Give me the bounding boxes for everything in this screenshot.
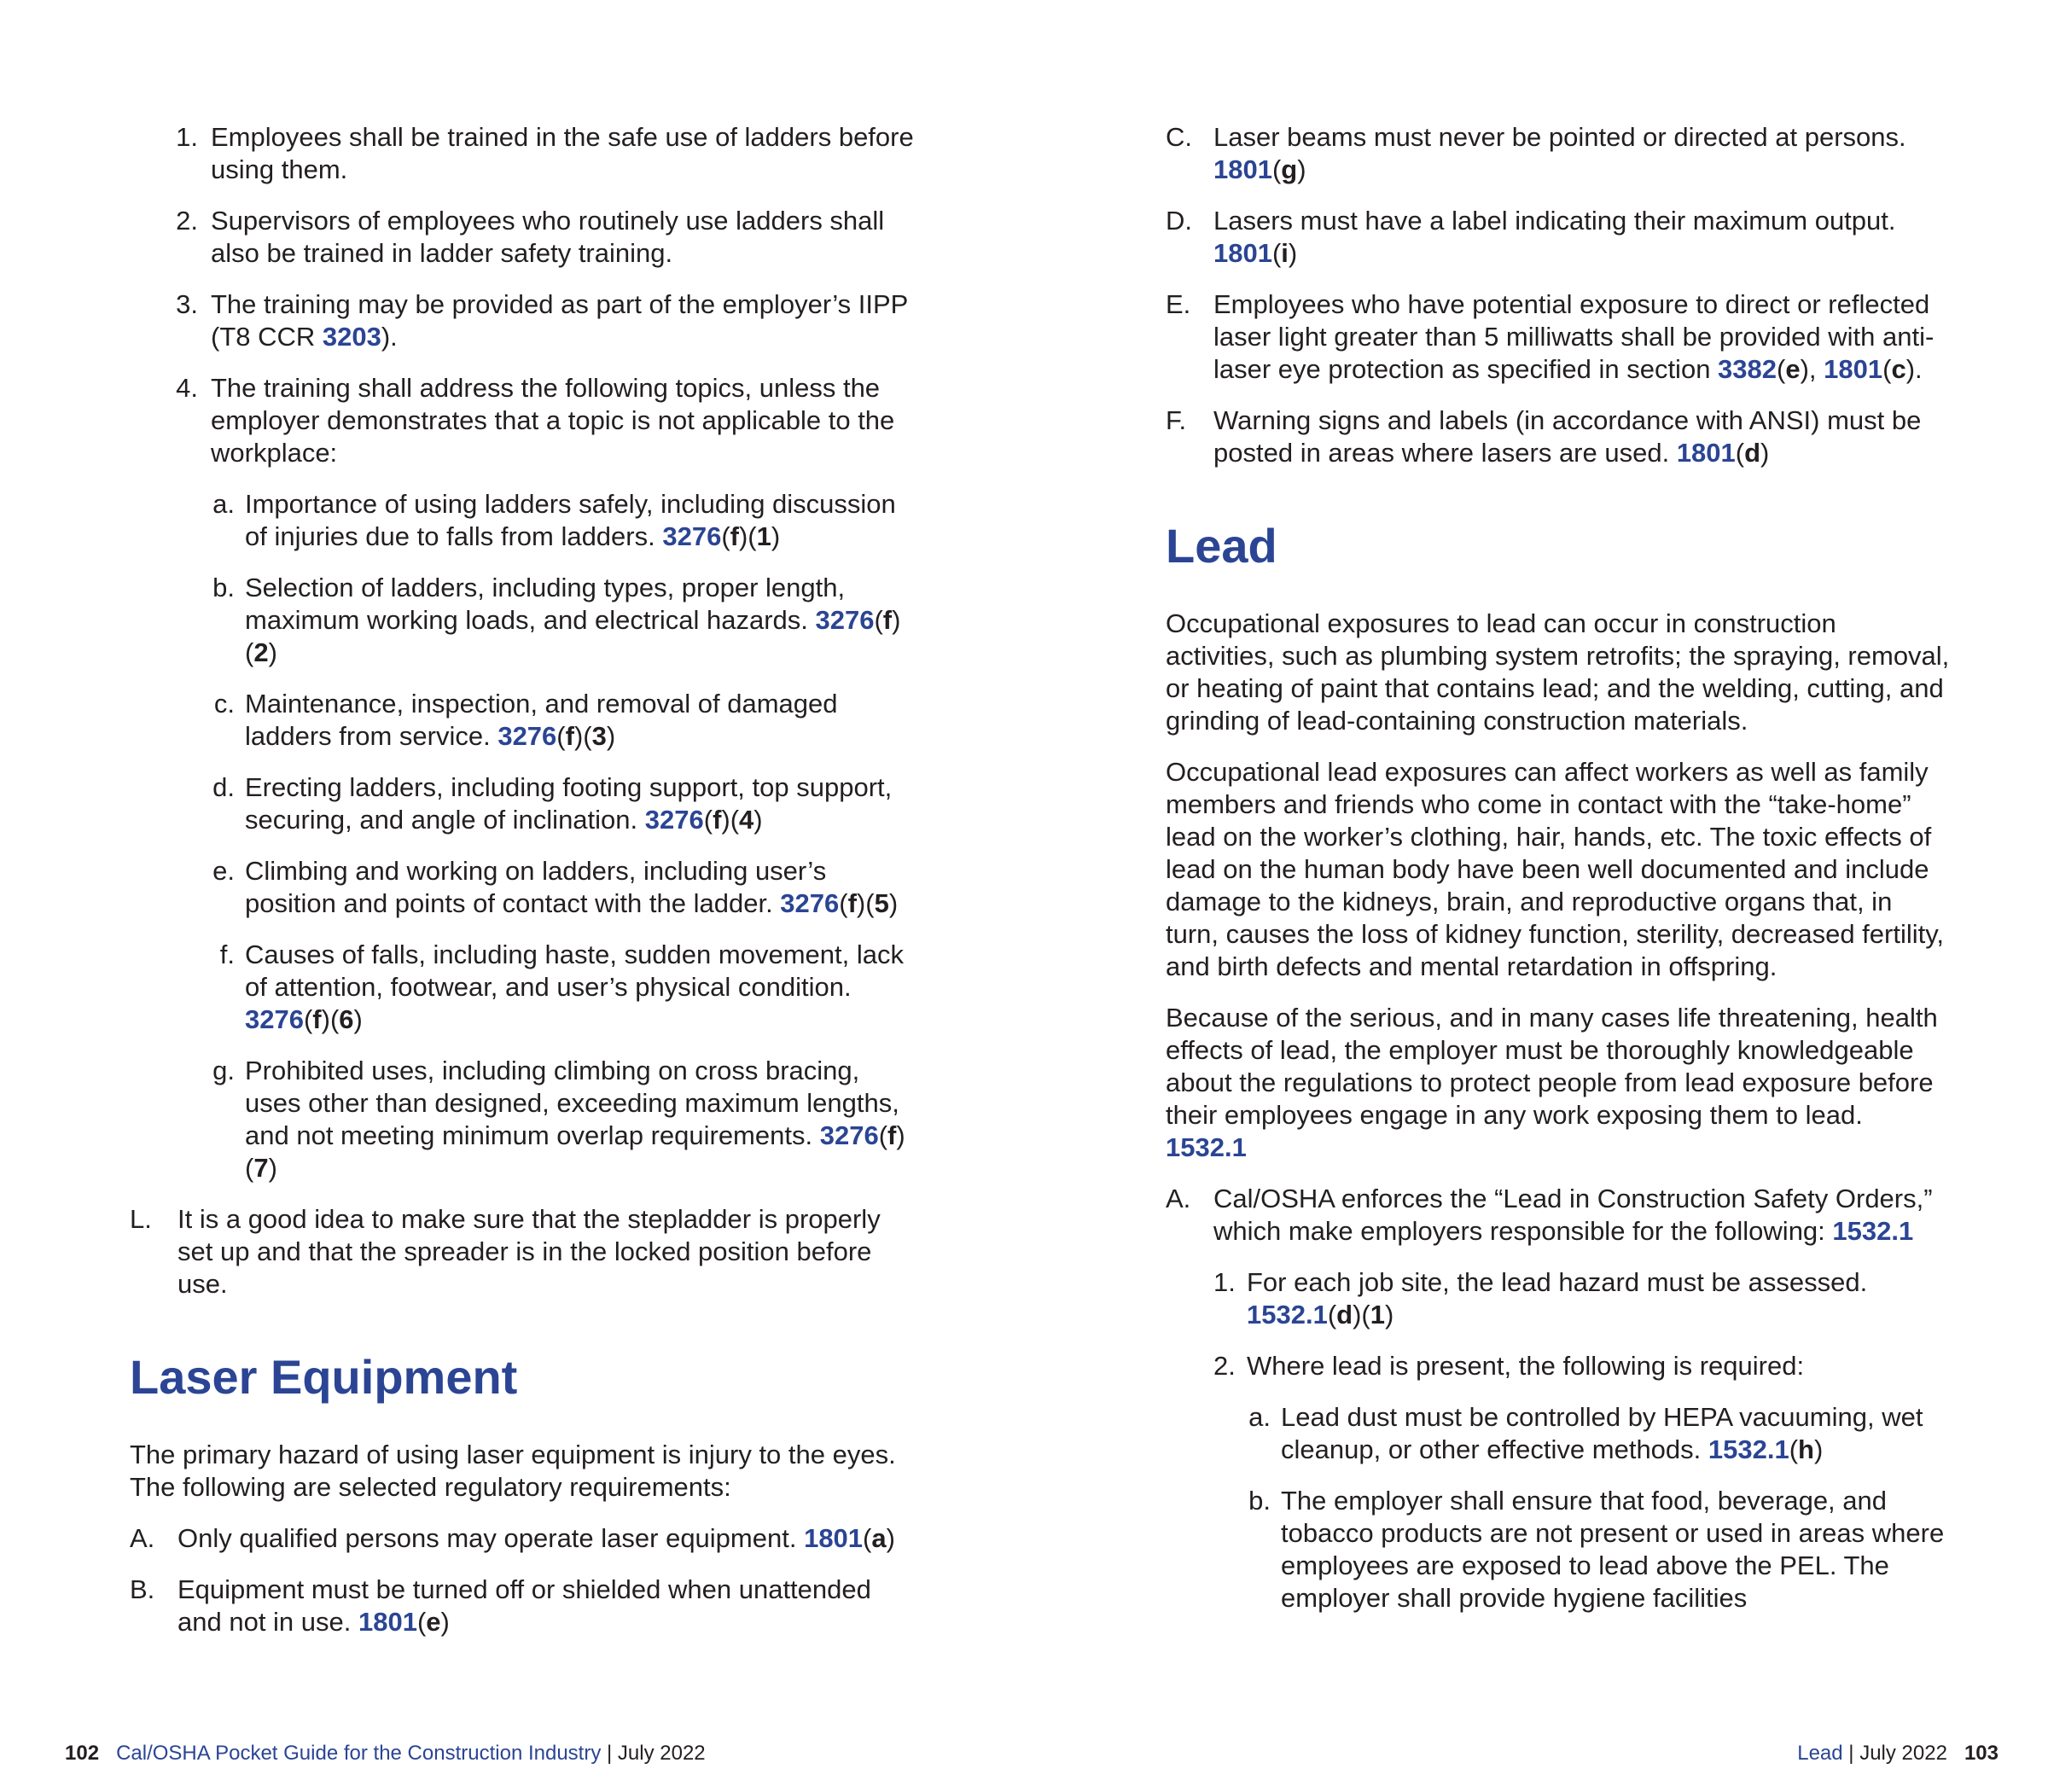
list-marker: D. xyxy=(1166,206,1192,236)
subsection: a xyxy=(871,1523,887,1553)
list-marker: a. xyxy=(212,489,235,519)
page-number: 102 xyxy=(65,1742,100,1765)
list-text: Selection of ladders, including types, proper length, maximum working loads, and electrical hazards. 3276(f)(2) xyxy=(245,573,901,667)
list-text: Warning signs and labels (in accordance with ANSI) must be posted in areas where lasers are used. 1801(d) xyxy=(1213,405,1922,468)
subsection: 3 xyxy=(591,721,607,751)
list-text: The employer shall ensure that food, beverage, and tobacco products are not present or used in areas where employees are exposed to lead above the PEL. The employer shall provide hygiene facilities xyxy=(1281,1486,1945,1613)
subsection: e xyxy=(426,1607,441,1637)
subsection: 4 xyxy=(739,805,754,835)
list-text: Employees who have potential exposure to direct or reflected laser light greater than 5 milliwatts shall be provided with anti-laser eye protection as specified in section 3382(e), 1801(c). xyxy=(1213,289,1935,384)
left-column xyxy=(130,121,915,1657)
list-marker: A. xyxy=(1166,1184,1191,1213)
subsection: h xyxy=(1798,1434,1814,1464)
list-marker: g. xyxy=(212,1056,235,1085)
subsection: f xyxy=(730,521,739,551)
list-item xyxy=(130,688,915,753)
list-text: For each job site, the lead hazard must be assessed. 1532.1(d)(1) xyxy=(1247,1267,1868,1329)
regulation-reference: 3276 xyxy=(497,721,557,751)
subsection: f xyxy=(713,805,722,835)
subsection: d xyxy=(1336,1300,1353,1329)
list-item xyxy=(130,1203,915,1300)
list-text: Climbing and working on ladders, including user’s position and points of contact with the ladder. 3276(f)(5) xyxy=(245,856,899,918)
list-item xyxy=(1166,205,1951,270)
laser-intro: The primary hazard of using laser equipment is injury to the eyes. The following are selected regulatory requirements: xyxy=(130,1440,896,1502)
regulation-reference: 1801 xyxy=(1213,238,1272,268)
regulation-reference: 1532.1 xyxy=(1247,1300,1328,1329)
regulation-reference: 3276 xyxy=(245,1004,304,1034)
list-item xyxy=(1166,1401,1951,1466)
regulation-reference: 1532.1 xyxy=(1708,1434,1789,1464)
subsection: f xyxy=(882,605,893,635)
subsection: 5 xyxy=(874,888,889,918)
section-name: Lead xyxy=(1797,1742,1843,1765)
regulation-reference: 1532.1 xyxy=(1832,1216,1914,1246)
training-topics-list xyxy=(130,488,915,1184)
subsection: 2 xyxy=(253,637,269,667)
subsection: i xyxy=(1281,238,1289,268)
subsection: g xyxy=(1281,154,1298,184)
footer-left xyxy=(65,1741,706,1766)
list-text: Employees shall be trained in the safe use of ladders before using them. xyxy=(211,122,914,184)
list-marker: F. xyxy=(1166,405,1187,435)
list-marker: f. xyxy=(219,940,235,969)
list-marker: 3. xyxy=(176,289,198,319)
list-item xyxy=(130,1574,915,1638)
list-item xyxy=(130,939,915,1036)
list-marker: 2. xyxy=(176,206,198,236)
list-item xyxy=(1166,404,1951,469)
list-marker: b. xyxy=(212,573,235,602)
section-heading-laser: Laser Equipment xyxy=(130,1350,518,1404)
list-marker: 1. xyxy=(176,122,198,152)
subsection: 1 xyxy=(756,521,771,551)
footer-date: July 2022 xyxy=(617,1742,706,1765)
list-marker: 2. xyxy=(1213,1351,1236,1381)
list-text: The training may be provided as part of the employer’s IIPP (T8 CCR 3203). xyxy=(211,289,908,352)
list-marker: b. xyxy=(1248,1486,1271,1516)
lead-paragraph-1: Occupational exposures to lead can occur in construction activities, such as plumbing system retrofits; the spraying, removal, or heating of paint that contains lead; and the welding, cutting, and grinding of lead-containing construction materials. xyxy=(1166,608,1950,736)
list-item xyxy=(1166,288,1951,386)
list-item xyxy=(130,205,915,270)
list-marker: 1. xyxy=(1213,1267,1236,1297)
list-text: Importance of using ladders safely, including discussion of injuries due to falls from ladders. 3276(f)(1) xyxy=(245,489,896,551)
subsection: 7 xyxy=(253,1153,269,1183)
list-text: The training shall address the following topics, unless the employer demonstrates that a topic is not applicable to the workplace: xyxy=(211,373,895,468)
regulation-reference: 3276 xyxy=(819,1120,879,1150)
subsection: f xyxy=(565,721,574,751)
page-number: 103 xyxy=(1964,1742,1999,1765)
list-text: Maintenance, inspection, and removal of damaged ladders from service. 3276(f)(3) xyxy=(245,689,838,751)
list-marker: B. xyxy=(130,1574,155,1604)
right-column xyxy=(1166,121,1951,1633)
list-text: Prohibited uses, including climbing on cross bracing, uses other than designed, exceeding maximum lengths, and not meeting minimum overlap requirements. 3276(f)(7) xyxy=(245,1056,905,1183)
list-text: Where lead is present, the following is required: xyxy=(1247,1351,1805,1381)
subsection: f xyxy=(887,1120,897,1150)
list-marker: A. xyxy=(130,1523,155,1553)
subsection: f xyxy=(312,1004,322,1034)
list-text: Supervisors of employees who routinely use ladders shall also be trained in ladder safety training. xyxy=(211,206,885,268)
lead-paragraph-2: Occupational lead exposures can affect workers as well as family members and friends who come in contact with the “take-home” lead on the worker’s clothing, hair, hands, etc. The toxic effects of lead on the human body have been well documented and include damage to the kidneys, brain, and reproductive organs that, in turn, causes the loss of kidney function, sterility, decreased fertility, and birth defects and mental retardation in offspring. xyxy=(1166,757,1945,981)
regulation-reference: 1801 xyxy=(1213,154,1272,184)
list-text: Erecting ladders, including footing support, top support, securing, and angle of inclination. 3276(f)(4) xyxy=(245,772,893,835)
subsection: e xyxy=(1785,354,1801,384)
footer-separator: | xyxy=(1842,1742,1860,1765)
list-item xyxy=(130,1055,915,1184)
list-text: Lasers must have a label indicating their maximum output. 1801(i) xyxy=(1213,206,1896,268)
list-text: Equipment must be turned off or shielded when unattended and not in use. 1801(e) xyxy=(177,1574,871,1637)
list-marker: C. xyxy=(1166,122,1192,152)
list-item xyxy=(130,488,915,553)
regulation-reference: 3276 xyxy=(662,521,722,551)
list-marker: L. xyxy=(130,1204,152,1234)
list-item xyxy=(130,1522,915,1555)
list-item xyxy=(1166,1183,1951,1248)
list-text: Causes of falls, including haste, sudden movement, lack of attention, footwear, and user’s physical condition. 3276(f)(6) xyxy=(245,940,904,1034)
list-text: Lead dust must be controlled by HEPA vacuuming, wet cleanup, or other effective methods. 1532.1(h) xyxy=(1281,1402,1923,1464)
list-item xyxy=(1166,1350,1951,1382)
regulation-reference: 1801 xyxy=(1676,438,1736,468)
list-text: Cal/OSHA enforces the “Lead in Construction Safety Orders,” which make employers responsible for the following: 1532.1 xyxy=(1213,1184,1933,1246)
list-marker: e. xyxy=(212,856,235,886)
regulation-reference: 3276 xyxy=(644,805,704,835)
list-item xyxy=(130,771,915,836)
regulation-reference: 3382 xyxy=(1718,354,1777,384)
subsection: f xyxy=(847,888,857,918)
list-marker: 4. xyxy=(176,373,198,403)
list-marker: c. xyxy=(213,689,235,719)
regulation-reference: 1532.1 xyxy=(1166,1132,1247,1162)
regulation-reference: 1801 xyxy=(1824,354,1883,384)
regulation-reference: 1801 xyxy=(804,1523,864,1553)
footer-date: July 2022 xyxy=(1859,1742,1947,1765)
list-item xyxy=(1166,1266,1951,1331)
lead-paragraph-3: Because of the serious, and in many cases life threatening, health effects of lead, the employer must be thoroughly knowledgeable about the regulations to protect people from lead exposure before their employees engage in any work exposing them to lead. 1532.1 xyxy=(1166,1003,1938,1162)
list-text: Only qualified persons may operate laser equipment. 1801(a) xyxy=(177,1523,895,1553)
list-marker: d. xyxy=(212,772,235,802)
regulation-reference: 3276 xyxy=(780,888,840,918)
regulation-reference: 3203 xyxy=(322,322,381,352)
footer-right xyxy=(1797,1741,1999,1766)
list-item xyxy=(130,288,915,353)
list-item xyxy=(130,372,915,469)
subsection: 1 xyxy=(1370,1300,1385,1329)
list-marker: a. xyxy=(1248,1402,1271,1432)
list-item xyxy=(130,121,915,186)
subsection: 6 xyxy=(339,1004,354,1034)
publication-title: Cal/OSHA Pocket Guide for the Construction Industry xyxy=(116,1742,602,1765)
subsection: d xyxy=(1744,438,1761,468)
footer-separator: | xyxy=(601,1742,618,1765)
list-item xyxy=(130,572,915,669)
list-item xyxy=(1166,121,1951,186)
list-item xyxy=(1166,1485,1951,1615)
list-item xyxy=(130,855,915,920)
subsection: c xyxy=(1891,354,1906,384)
regulation-reference: 1801 xyxy=(358,1607,417,1637)
list-text: Laser beams must never be pointed or directed at persons. 1801(g) xyxy=(1213,122,1906,184)
regulation-reference: 3276 xyxy=(815,605,875,635)
list-marker: E. xyxy=(1166,289,1191,319)
section-heading-lead: Lead xyxy=(1166,519,1277,573)
list-text: It is a good idea to make sure that the stepladder is properly set up and that the spreader is in the locked position before use. xyxy=(177,1204,881,1299)
